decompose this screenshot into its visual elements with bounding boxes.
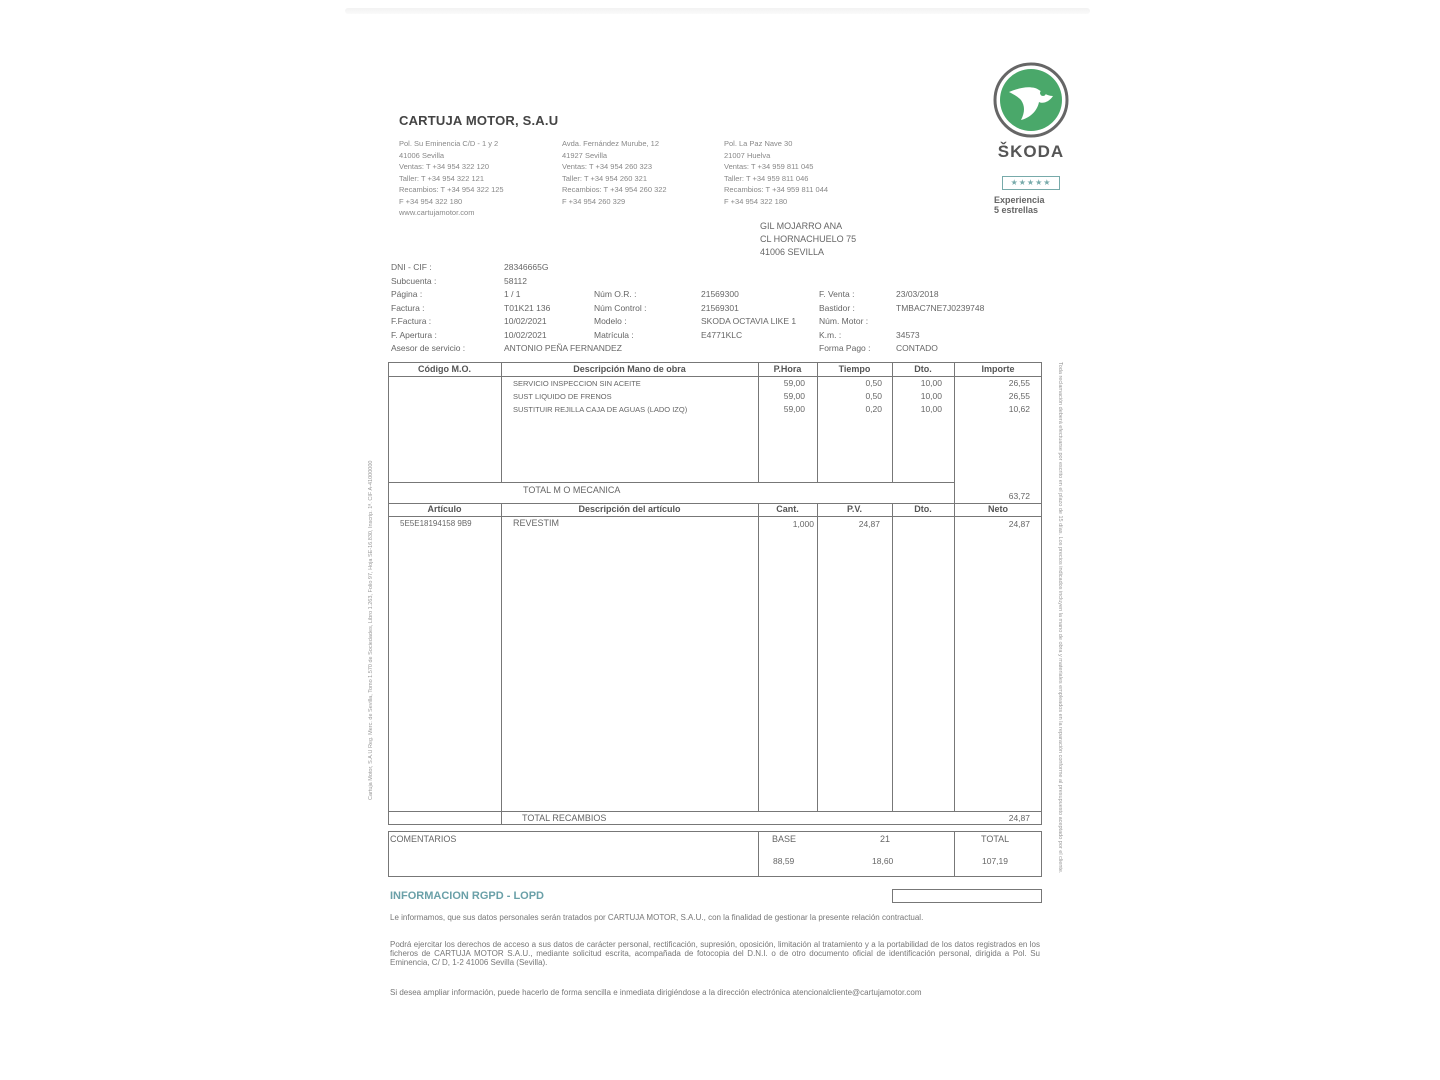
address-huelva: Pol. La Paz Nave 30 21007 Huelva Ventas: T +34 959 811 045 Taller: T +34 959 811 046 Recambios: T +34 959 811 044 F +34 954 322 180	[724, 139, 829, 206]
total-label: TOTAL	[981, 834, 1010, 844]
client-street: CL HORNACHUELO 75	[760, 234, 857, 244]
labour-col-time: Tiempo	[838, 364, 871, 374]
info-col2-values	[701, 288, 796, 342]
divider	[954, 362, 955, 504]
labour-col-rate: P.Hora	[773, 364, 802, 374]
fecha-apertura-value: 10/02/2021	[504, 329, 547, 340]
client-city: 41006 SEVILLA	[760, 247, 825, 257]
base-value: 88,59	[773, 856, 795, 866]
side-legal-text: Toda reclamación deberá efectuarse por escrito en el plazo de 15 días. Los precios indicados incluyen la mano de obra y materiales empleados en la reparación conforme al presupuesto aceptado por el cliente.	[1057, 362, 1063, 874]
total-value: 107,19	[982, 856, 1008, 866]
labour-row-amount: 26,55	[1008, 391, 1030, 401]
parts-col-article: Artículo	[427, 504, 462, 514]
experience-line-2: 5 estrellas	[994, 205, 1039, 215]
labour-row-time: 0,50	[865, 391, 882, 401]
info-label: Bastidor :	[819, 302, 855, 313]
km-value: 34573	[896, 329, 920, 340]
asesor-value: ANTONIO PEÑA FERNANDEZ	[504, 343, 622, 353]
experience-line-1: Experiencia	[994, 195, 1045, 205]
parts-col-desc: Descripción del artículo	[578, 504, 681, 514]
info-label: Subcuenta :	[391, 275, 437, 286]
summary-box	[388, 831, 1042, 877]
info-col3-values	[896, 288, 984, 356]
labour-row-time: 0,20	[865, 404, 882, 414]
address-sevilla-1: Pol. Su Eminencia C/D - 1 y 2 41006 Sevilla Ventas: T +34 954 322 120 Taller: T +34 954 322 121 Recambios: T +34 954 322 125 F +34 954 322 180 www.cartujamotor.com	[399, 139, 504, 217]
labour-col-amount: Importe	[981, 364, 1015, 374]
parts-col-price: P.V.	[846, 504, 863, 514]
forma-pago-value: CONTADO	[896, 343, 938, 353]
company-name: CARTUJA MOTOR, S.A.U	[399, 113, 559, 128]
labour-col-desc: Descripción Mano de obra	[573, 364, 686, 374]
divider	[817, 503, 818, 811]
divider	[758, 831, 759, 877]
client-name: GIL MOJARRO ANA	[760, 221, 843, 231]
info-label: Matrícula :	[594, 329, 634, 340]
info-col1-labels	[391, 261, 465, 356]
parts-total-label: TOTAL RECAMBIOS	[522, 813, 607, 823]
factura-value: T01K21 136	[504, 302, 551, 313]
tax-label: 21	[880, 834, 891, 844]
labour-row-desc: SERVICIO INSPECCION SIN ACEITE	[513, 379, 641, 388]
labour-row-time: 0,50	[865, 378, 882, 388]
labour-row-disc: 10,00	[920, 391, 942, 401]
num-control-value: 21569301	[701, 302, 739, 313]
divider	[954, 831, 955, 877]
bastidor-value: TMBAC7NE7J0239748	[896, 302, 985, 313]
tax-value: 18,60	[872, 856, 894, 866]
comments-label: COMENTARIOS	[390, 834, 457, 844]
labour-col-disc: Dto.	[914, 364, 932, 374]
labour-row-disc: 10,00	[920, 378, 942, 388]
num-or-value: 21569300	[701, 289, 739, 299]
labour-row-amount: 26,55	[1008, 378, 1030, 388]
info-label: Núm. Motor :	[819, 316, 869, 326]
rgpd-paragraph-3: Si desea ampliar información, puede hacerlo de forma sencilla e inmediata dirigiéndose a la dirección electrónica atencionalcliente@cartujamotor.com	[390, 988, 922, 997]
labour-row-rate: 59,00	[783, 404, 805, 414]
info-label: Página :	[391, 289, 423, 299]
skoda-logo-icon	[993, 62, 1069, 138]
scan-top-edge	[345, 8, 1090, 14]
info-label: Núm Control :	[594, 302, 647, 313]
divider	[817, 362, 818, 482]
parts-col-disc: Dto.	[914, 504, 932, 514]
parts-total-value: 24,87	[1008, 813, 1030, 823]
fecha-venta-value: 23/03/2018	[896, 289, 939, 299]
dni-value: 28346665G	[504, 262, 549, 272]
divider	[501, 362, 502, 482]
five-stars-badge: ★★★★★	[1002, 176, 1060, 190]
parts-row-net: 24,87	[1008, 519, 1030, 529]
info-label: F.Factura :	[391, 316, 432, 326]
modelo-value: SKODA OCTAVIA LIKE 1	[701, 316, 797, 326]
labour-row-desc: SUSTITUIR REJILLA CAJA DE AGUAS (LADO IZQ)	[513, 405, 688, 414]
parts-row-price: 24,87	[858, 519, 880, 529]
divider	[892, 503, 893, 811]
info-col3-labels	[819, 288, 871, 356]
info-label: Modelo :	[594, 316, 627, 326]
rgpd-title: INFORMACION RGPD - LOPD	[390, 890, 544, 902]
labour-total-value: 63,72	[1008, 491, 1030, 501]
labour-total-divider	[388, 482, 954, 483]
info-label: Factura :	[391, 302, 425, 313]
divider	[954, 503, 955, 811]
parts-row-qty: 1,000	[792, 519, 814, 529]
divider	[892, 362, 893, 482]
subcuenta-value: 58112	[504, 275, 528, 286]
labour-col-code: Código M.O.	[418, 364, 471, 374]
parts-table	[388, 503, 1042, 825]
matricula-value: E4771KLC	[701, 329, 743, 340]
divider	[758, 362, 759, 482]
labour-header-divider	[388, 376, 1042, 377]
parts-row-code: 5E5E18194158 9B9	[400, 519, 472, 528]
parts-total-divider	[388, 811, 1042, 812]
labour-row-disc: 10,00	[920, 404, 942, 414]
info-col2-labels	[594, 288, 646, 342]
labour-row-desc: SUST LIQUIDO DE FRENOS	[513, 392, 612, 401]
labour-total-label: TOTAL M O MECANICA	[523, 485, 621, 495]
num-motor-value	[896, 315, 984, 329]
skoda-brand-block	[986, 62, 1076, 215]
base-label: BASE	[772, 834, 797, 844]
info-label: Asesor de servicio :	[391, 343, 466, 353]
info-label: Núm O.R. :	[594, 289, 637, 299]
parts-col-qty: Cant.	[776, 504, 799, 514]
client-address	[760, 220, 856, 259]
labour-row-amount: 10,62	[1008, 404, 1030, 414]
skoda-wordmark: ŠKODA	[997, 142, 1065, 161]
info-label: Forma Pago :	[819, 343, 871, 353]
side-registry-text: Cartuja Motor, S.A.U Reg. Merc. de Sevilla, Tomo 1.570 de Sociedades, Libro 1.263, Folio 97, Hoja SE-16.830, Inscrip. 1ª. CIF A-41000000	[368, 460, 374, 800]
info-label: DNI - CIF :	[391, 262, 432, 272]
signature-box	[892, 889, 1042, 903]
labour-row-rate: 59,00	[783, 378, 805, 388]
divider	[501, 503, 502, 825]
address-sevilla-2: Avda. Fernández Murube, 12 41927 Sevilla Ventas: T +34 954 260 323 Taller: T +34 954 260 321 Recambios: T +34 954 260 322 F +34 954 260 329	[562, 139, 667, 206]
divider	[758, 503, 759, 811]
info-label: F. Apertura :	[391, 329, 437, 340]
parts-col-net: Neto	[988, 504, 1008, 514]
info-label: F. Venta :	[819, 289, 855, 299]
rgpd-paragraph-2: Podrá ejercitar los derechos de acceso a sus datos de carácter personal, rectificación, supresión, oposición, limitación al tratamiento y a la portabilidad de los datos registrados en los ficheros de CARTUJA MOTOR S.A.U., mediante solicitud escrita, acompañada de fotocopia del D.N.I. o de otro documento oficial de identificación personal, dirigida a Pol. Su Eminencia, C/ D, 1-2 41006 Sevilla (Sevilla).	[390, 940, 1040, 967]
rgpd-paragraph-1: Le informamos, que sus datos personales serán tratados por CARTUJA MOTOR, S.A.U., con la finalidad de gestionar la presente relación contractual.	[390, 913, 924, 922]
parts-header-divider	[388, 516, 1042, 517]
fecha-factura-value: 10/02/2021	[504, 316, 547, 326]
labour-row-rate: 59,00	[783, 391, 805, 401]
parts-row-desc: REVESTIM	[513, 518, 560, 528]
pagina-value: 1 / 1	[504, 289, 521, 299]
info-label: K.m. :	[819, 329, 842, 340]
